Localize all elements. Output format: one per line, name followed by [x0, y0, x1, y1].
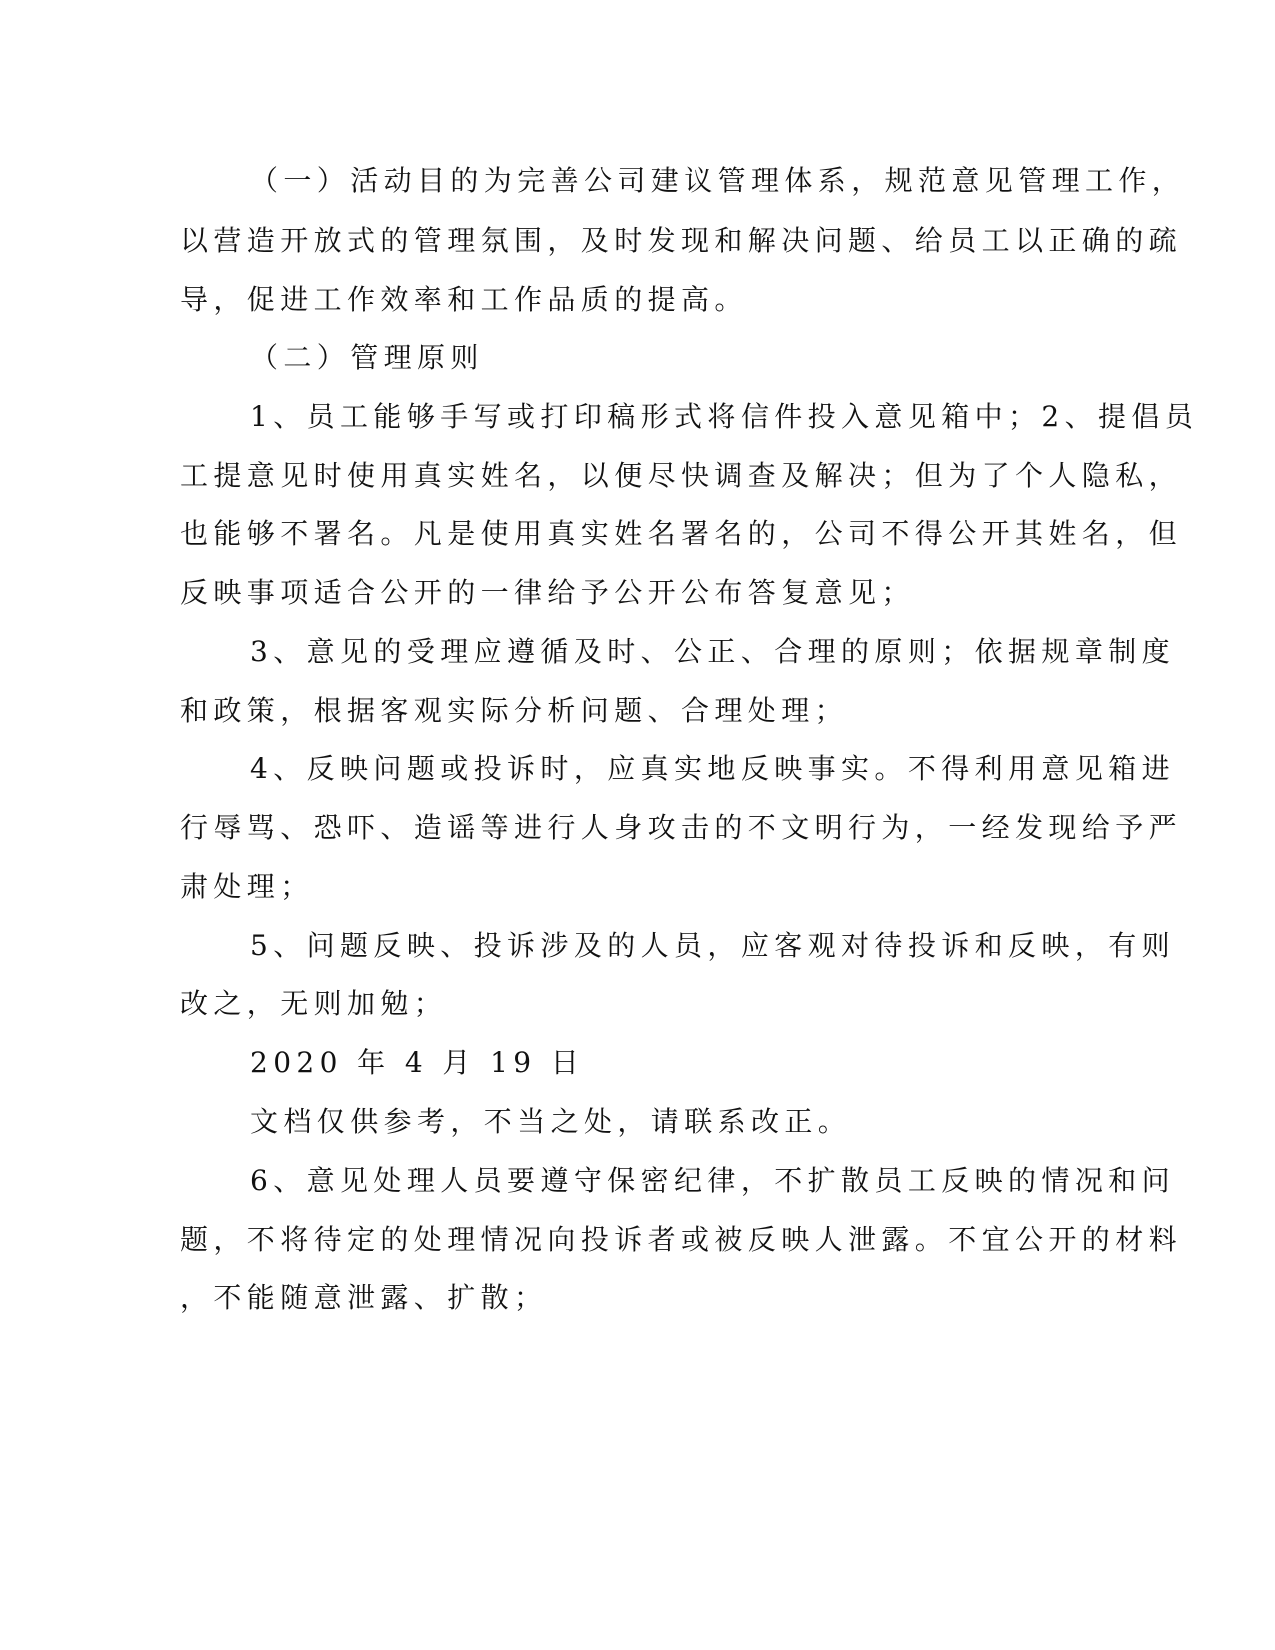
paragraph-line: 5、问题反映、投诉涉及的人员，应客观对待投诉和反映，有则	[250, 929, 1176, 962]
paragraph-line: 6、意见处理人员要遵守保密纪律，不扩散员工反映的情况和问	[250, 1164, 1176, 1197]
paragraph-line: 导，促进工作效率和工作品质的提高。	[180, 283, 748, 316]
document-date: 2020 年 4 月 19 日	[250, 1046, 585, 1079]
paragraph-line: 行辱骂、恐吓、造谣等进行人身攻击的不文明行为，一经发现给予严	[180, 811, 1183, 844]
paragraph-line: 题，不将待定的处理情况向投诉者或被反映人泄露。不宜公开的材料	[180, 1223, 1183, 1256]
paragraph-line: 4、反映问题或投诉时，应真实地反映事实。不得利用意见箱进	[250, 752, 1176, 785]
paragraph-line: （一）活动目的为完善公司建议管理体系，规范意见管理工作，	[250, 164, 1186, 197]
paragraph-line: 以营造开放式的管理氛围，及时发现和解决问题、给员工以正确的疏	[180, 224, 1183, 257]
paragraph-line: ，不能随意泄露、扩散；	[180, 1281, 548, 1314]
paragraph-line: 反映事项适合公开的一律给予公开公布答复意见；	[180, 576, 915, 609]
paragraph-line: 肃处理；	[180, 870, 314, 903]
section-heading: （二）管理原则	[250, 341, 484, 374]
paragraph-line: 改之，无则加勉；	[180, 987, 448, 1020]
paragraph-line: 3、意见的受理应遵循及时、公正、合理的原则；依据规章制度	[250, 635, 1176, 668]
paragraph-line: 工提意见时使用真实姓名，以便尽快调查及解决；但为了个人隐私，	[180, 459, 1183, 492]
paragraph-line: 和政策，根据客观实际分析问题、合理处理；	[180, 694, 849, 727]
paragraph-line: 也能够不署名。凡是使用真实姓名署名的，公司不得公开其姓名，但	[180, 517, 1183, 550]
paragraph-line: 1、员工能够手写或打印稿形式将信件投入意见箱中；2、提倡员	[250, 400, 1199, 433]
disclaimer-note: 文档仅供参考，不当之处，请联系改正。	[250, 1105, 852, 1138]
